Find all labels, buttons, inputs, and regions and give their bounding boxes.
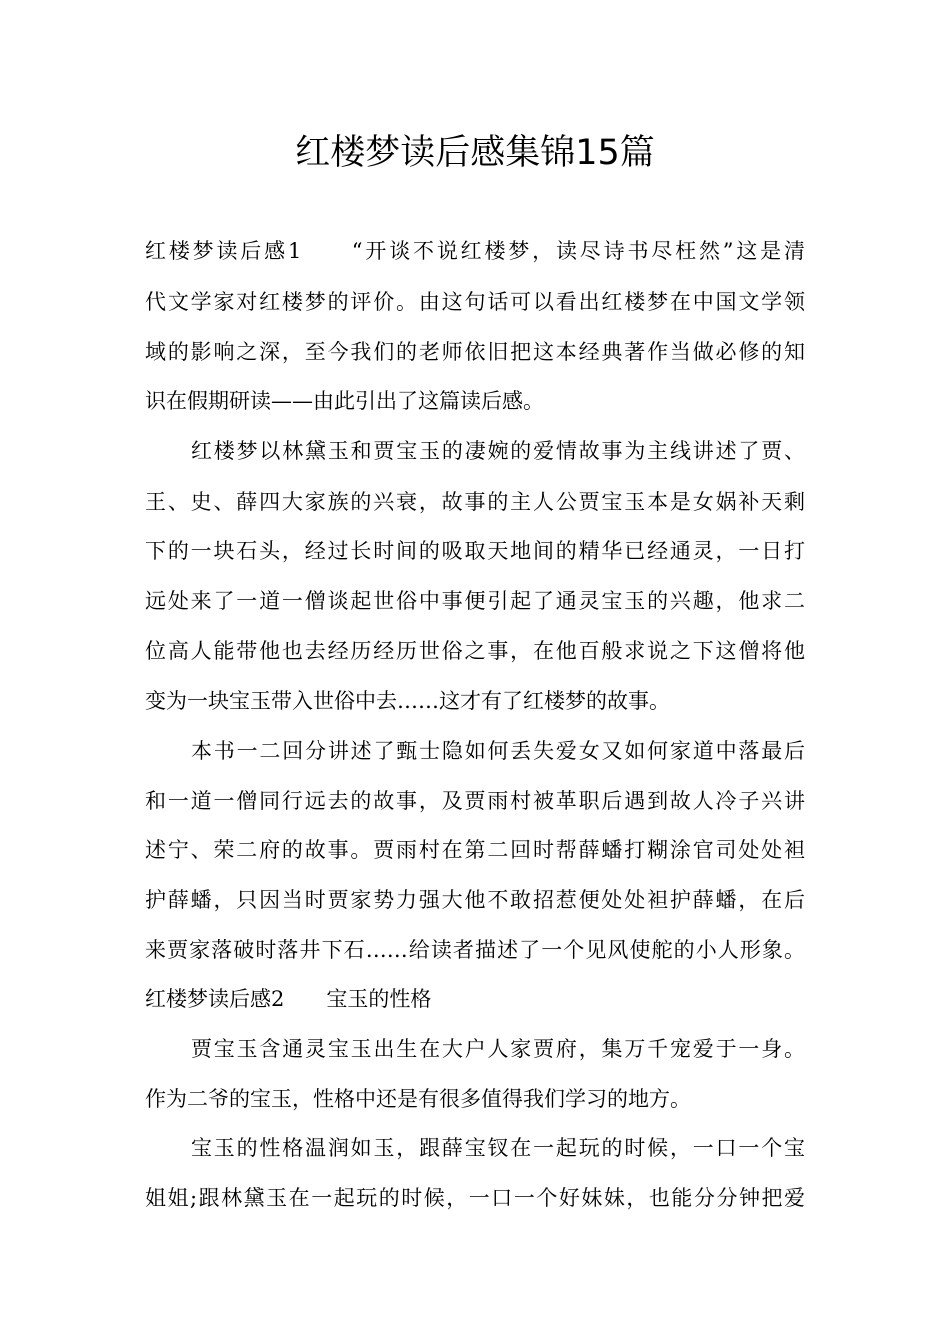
text-line: 红楼梦读后感2 宝玉的性格 bbox=[145, 987, 432, 1011]
text-line: 宝玉的性格温润如玉，跟薛宝钗在一起玩的时候，一口一个宝 bbox=[191, 1136, 805, 1160]
text-line: 远处来了一道一僧谈起世俗中事便引起了通灵宝玉的兴趣，他求二 bbox=[145, 589, 805, 613]
text-line: 来贾家落破时落井下石……给读者描述了一个见风使舵的小人形象。 bbox=[145, 938, 805, 962]
text-line: 红楼梦以林黛玉和贾宝玉的凄婉的爱情故事为主线讲述了贾、 bbox=[191, 439, 805, 463]
text-line: 识在假期研读——由此引出了这篇读后感。 bbox=[145, 389, 544, 413]
text-line: 位高人能带他也去经历经历世俗之事，在他百般求说之下这僧将他 bbox=[145, 639, 805, 663]
text-line: 作为二爷的宝玉，性格中还是有很多值得我们学习的地方。 bbox=[145, 1087, 691, 1111]
text-line: 和一道一僧同行远去的故事，及贾雨村被革职后遇到故人冷子兴讲 bbox=[145, 789, 805, 813]
text-line: 王、史、薛四大家族的兴衰，故事的主人公贾宝玉本是女娲补天剩 bbox=[145, 490, 805, 514]
text-line: 姐姐;跟林黛玉在一起玩的时候，一口一个好妹妹，也能分分钟把爱 bbox=[145, 1186, 805, 1210]
text-line: 下的一块石头，经过长时间的吸取天地间的精华已经通灵，一日打 bbox=[145, 539, 805, 563]
document-title: 红楼梦读后感集锦15篇 bbox=[295, 133, 655, 173]
text-line: 代文学家对红楼梦的评价。由这句话可以看出红楼梦在中国文学领 bbox=[145, 290, 805, 314]
text-line: 红楼梦读后感1 “开谈不说红楼梦，读尽诗书尽枉然”这是清 bbox=[145, 239, 805, 263]
text-line: 护薛蟠，只因当时贾家势力强大他不敢招惹便处处袒护薛蟠，在后 bbox=[145, 888, 805, 912]
text-line: 变为一块宝玉带入世俗中去……这才有了红楼梦的故事。 bbox=[145, 689, 670, 713]
text-line: 本书一二回分讲述了甄士隐如何丢失爱女又如何家道中落最后 bbox=[191, 739, 805, 763]
text-line: 贾宝玉含通灵宝玉出生在大户人家贾府，集万千宠爱于一身。 bbox=[191, 1037, 805, 1061]
text-line: 述宁、荣二府的故事。贾雨村在第二回时帮薛蟠打糊涂官司处处袒 bbox=[145, 838, 805, 862]
text-line: 域的影响之深，至今我们的老师依旧把这本经典著作当做必修的知 bbox=[145, 340, 805, 364]
